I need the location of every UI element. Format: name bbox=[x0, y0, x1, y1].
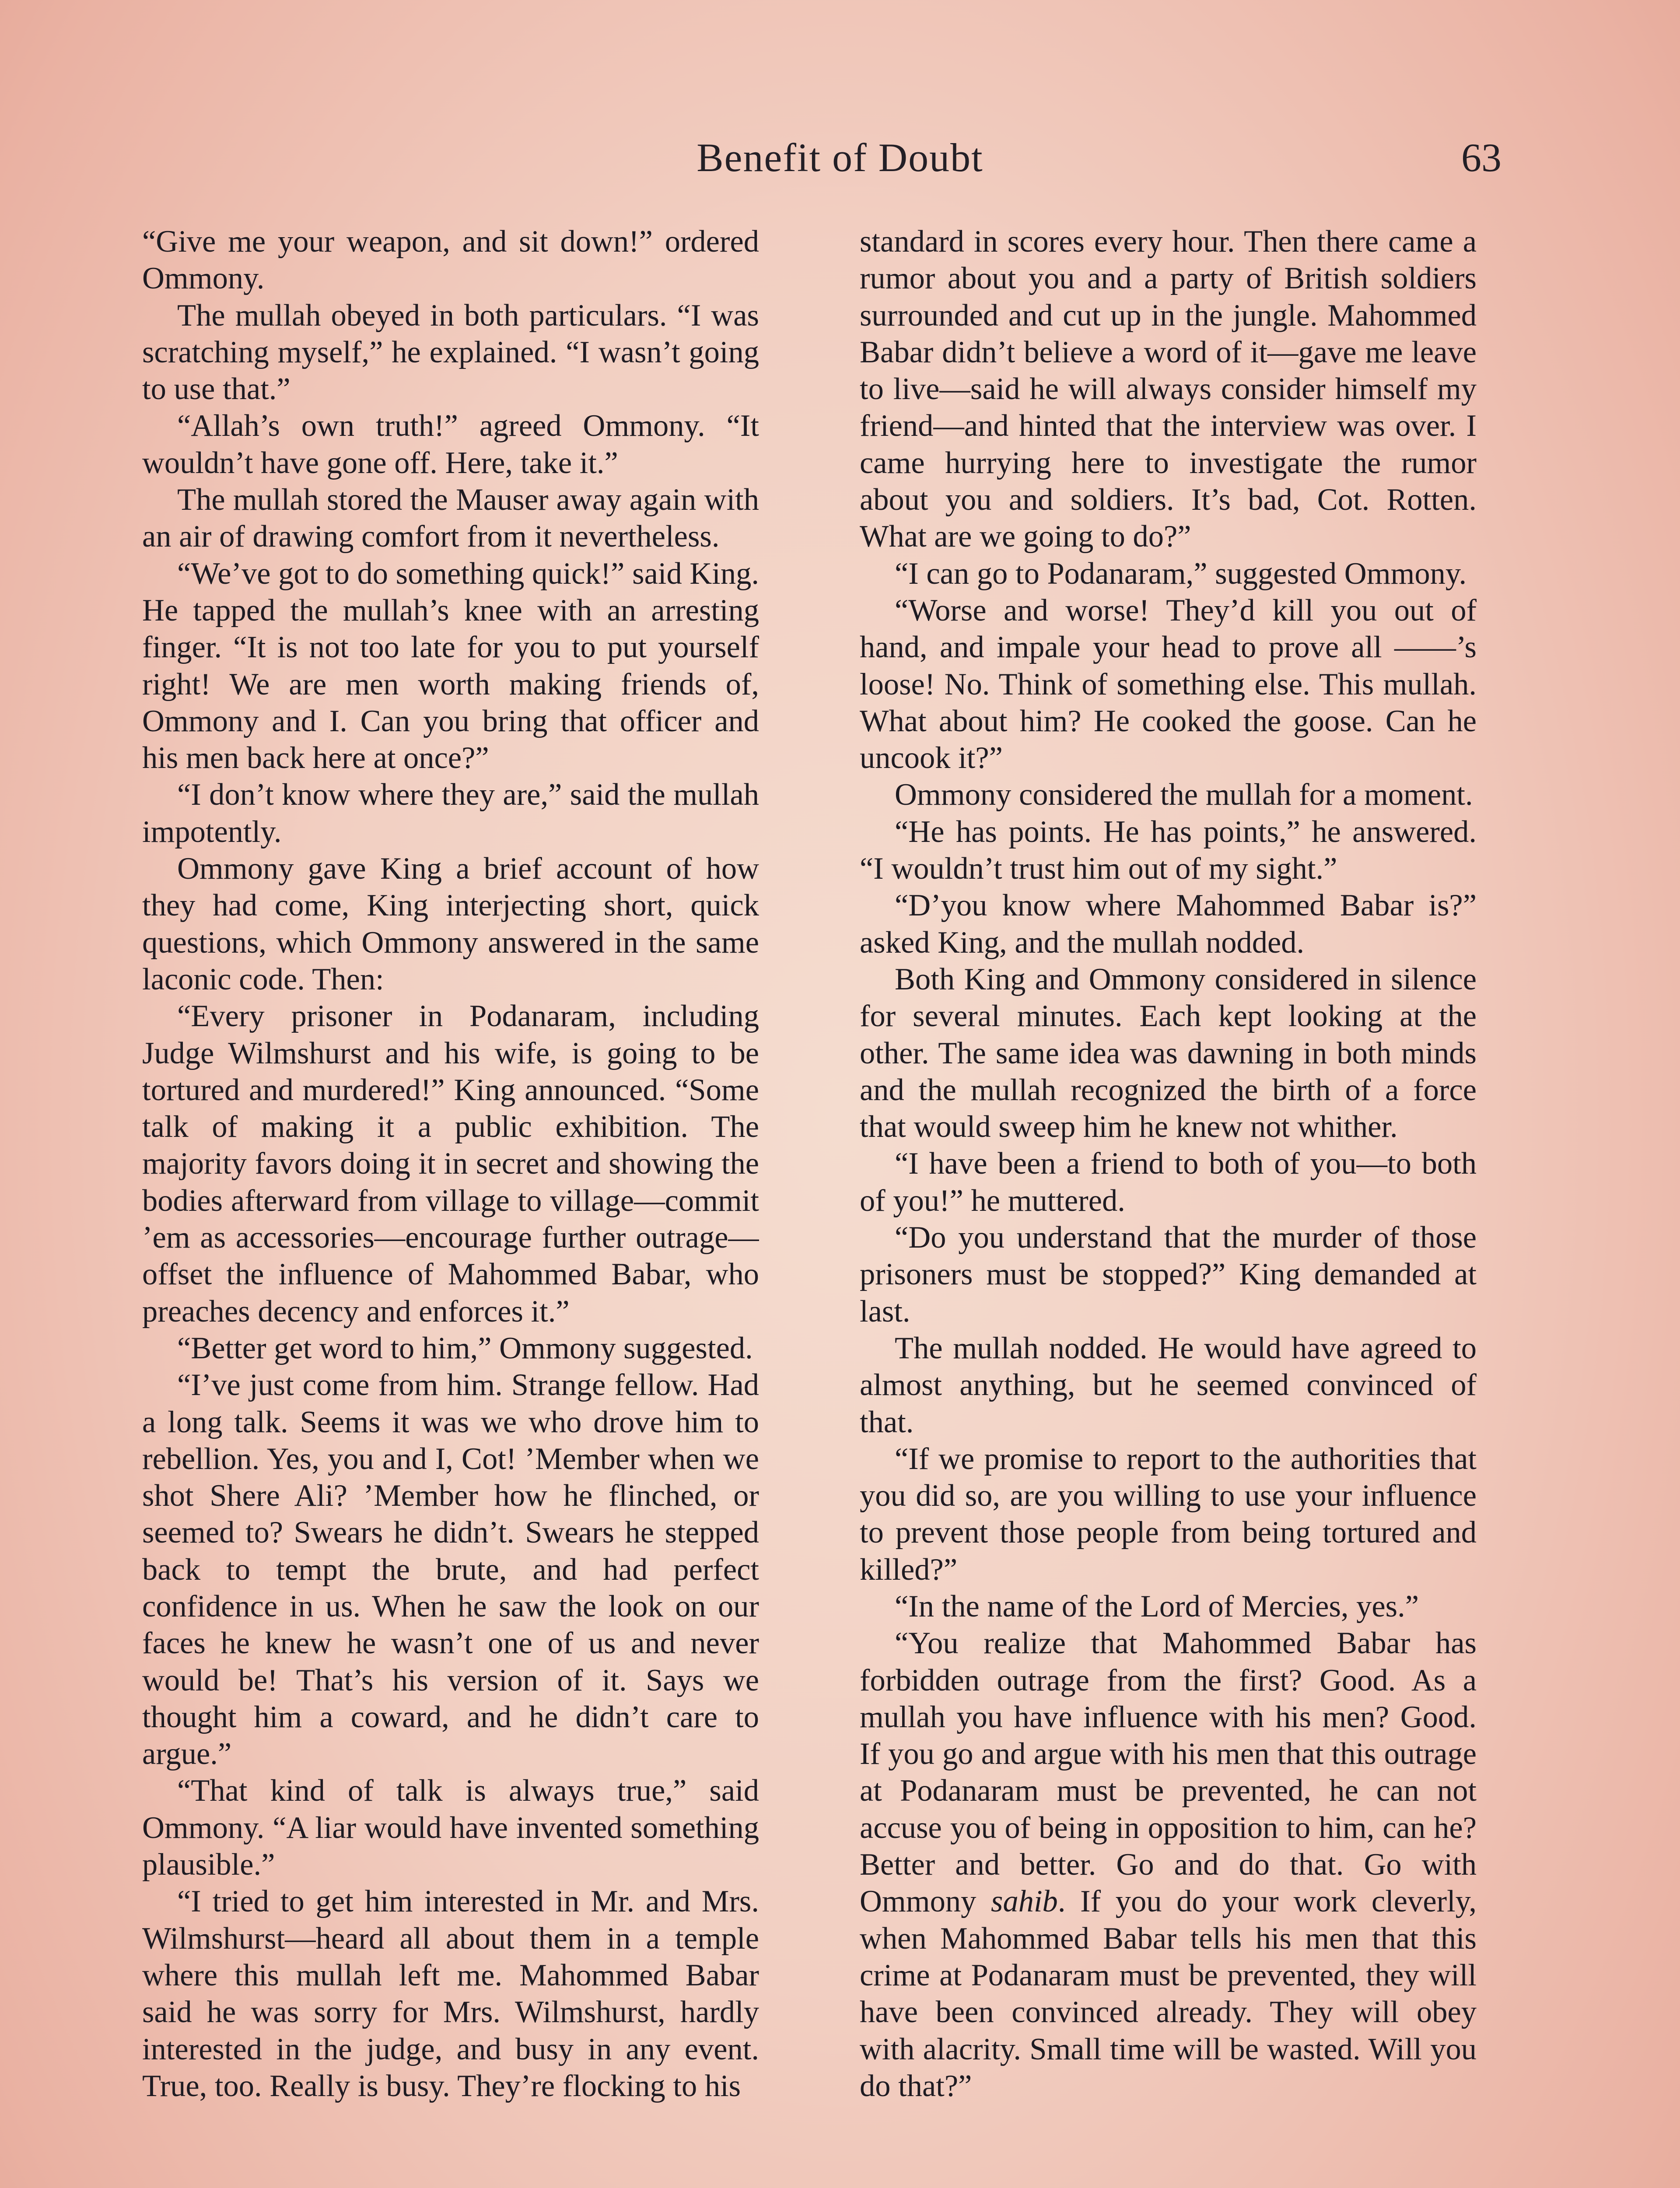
paragraph: Ommony gave King a brief account of how they had come, King interjecting short, quick questions, which Ommony answered in the same laconic code. Then: bbox=[142, 852, 759, 996]
paragraph: “Every prisoner in Podanaram, including Judge Wilmshurst and his wife, is going to be tortured and murdered!” King announced. “Some talk of making it a public exhibition. The majority favors doing it in secret and showing the bodies afterward from village to village—commit ’em as accessories—encourage further outrage—offset the influence of Mahommed Babar, who preaches decency and enforces it.” bbox=[142, 999, 759, 1329]
paragraph: The mullah stored the Mauser away again with an air of drawing comfort from it nevertheless. bbox=[142, 483, 759, 554]
paragraph-text: . If you do your work cleverly, when Mahommed Babar tells his men that this crime at Podanaram must be prevented, they will have been convinced already. They will obey with alacrity. Small time will be wasted. Will you do that?” bbox=[860, 1884, 1477, 2103]
left-column bbox=[142, 223, 759, 2188]
paragraph-final bbox=[860, 1625, 1477, 2104]
paragraph: The mullah nodded. He would have agreed to almost anything, but he seemed convinced of that. bbox=[860, 1331, 1477, 1439]
paragraph-text: “You realize that Mahommed Babar has forbidden outrage from the first? Good. As a mullah you have influence with his men? Good. If you go and argue with his men that this outrage at Podanaram must be prevented, he can not accuse you of being in opposition to him, can he? Better and better. Go and do that. Go with Ommony bbox=[860, 1626, 1477, 1919]
paragraph-continuation: standard in scores every hour. Then there came a rumor about you and a party of British soldiers surrounded and cut up in the jungle. Mahommed Babar didn’t believe a word of it—gave me leave to live—said he will always consider himself my friend—and hinted that the interview was over. I came hurrying here to investigate the rumor about you and soldiers. It’s bad, Cot. Rotten. What are we going to do?” bbox=[860, 224, 1477, 554]
paragraph: “Better get word to him,” Ommony suggested. bbox=[177, 1331, 753, 1365]
paragraph: Both King and Ommony considered in silence for several minutes. Each kept looking at the other. The same idea was dawning in both minds and the mullah recognized the birth of a force that would sweep him he knew not whither. bbox=[860, 962, 1477, 1144]
paragraph: The mullah obeyed in both particulars. “I was scratching myself,” he explained. “I wasn’t going to use that.” bbox=[142, 298, 759, 407]
paragraph: “That kind of talk is always true,” said Ommony. “A liar would have invented something plausible.” bbox=[142, 1774, 759, 1882]
paragraph: “I have been a friend to both of you—to both of you!” he muttered. bbox=[860, 1147, 1477, 1218]
running-title: Benefit of Doubt bbox=[696, 135, 984, 180]
paragraph: “Give me your weapon, and sit down!” ordered Ommony. bbox=[142, 224, 759, 296]
page-number: 63 bbox=[1461, 135, 1502, 180]
paragraph: “If we promise to report to the authorities that you did so, are you willing to use your influence to prevent those people from being tortured and killed?” bbox=[860, 1441, 1477, 1587]
right-column bbox=[860, 223, 1477, 2188]
paragraph: “Do you understand that the murder of those prisoners must be stopped?” King demanded at last. bbox=[860, 1220, 1477, 1329]
paragraph: “D’you know where Mahommed Babar is?” asked King, and the mullah nodded. bbox=[860, 888, 1477, 960]
paragraph: “I can go to Podanaram,” suggested Ommony. bbox=[895, 556, 1467, 591]
paragraph: “I’ve just come from him. Strange fellow. Had a long talk. Seems it was we who drove him to rebellion. Yes, you and I, Cot! ’Member when we shot Shere Ali? ’Member how he flinched, or seemed to? Swears he didn’t. Swears he stepped back to tempt the brute, and had perfect confidence in us. When he saw the look on our faces he knew he wasn’t one of us and never would be! That’s his version of it. Says we thought him a coward, and he didn’t care to argue.” bbox=[142, 1368, 759, 1771]
emphasis-word: sahib bbox=[991, 1884, 1058, 1919]
paragraph: “I tried to get him interested in Mr. and Mrs. Wilmshurst—heard all about them in a temple where this mullah left me. Mahommed Babar said he was sorry for Mrs. Wilmshurst, hardly interested in the judge, and busy in any event. True, too. Really is busy. They’re flocking to his bbox=[142, 1884, 759, 2103]
paragraph: “In the name of the Lord of Mercies, yes.” bbox=[895, 1589, 1419, 1623]
paragraph: Ommony considered the mullah for a moment. bbox=[895, 778, 1473, 812]
paragraph: “Worse and worse! They’d kill you out of hand, and impale your head to prove all ——’s loose! No. Think of something else. This mullah. What about him? He cooked the goose. Can he uncook it?” bbox=[860, 593, 1477, 775]
page-header bbox=[0, 131, 1680, 193]
paragraph: “Allah’s own truth!” agreed Ommony. “It wouldn’t have gone off. Here, take it.” bbox=[142, 409, 759, 480]
paragraph: “I don’t know where they are,” said the mullah impotently. bbox=[142, 778, 759, 849]
paragraph: “We’ve got to do something quick!” said King. He tapped the mullah’s knee with an arresting finger. “It is not too late for you to put yourself right! We are men worth making friends of, Ommony and I. Can you bring that officer and his men back here at once?” bbox=[142, 556, 759, 775]
paragraph: “He has points. He has points,” he answered. “I wouldn’t trust him out of my sight.” bbox=[860, 814, 1477, 886]
